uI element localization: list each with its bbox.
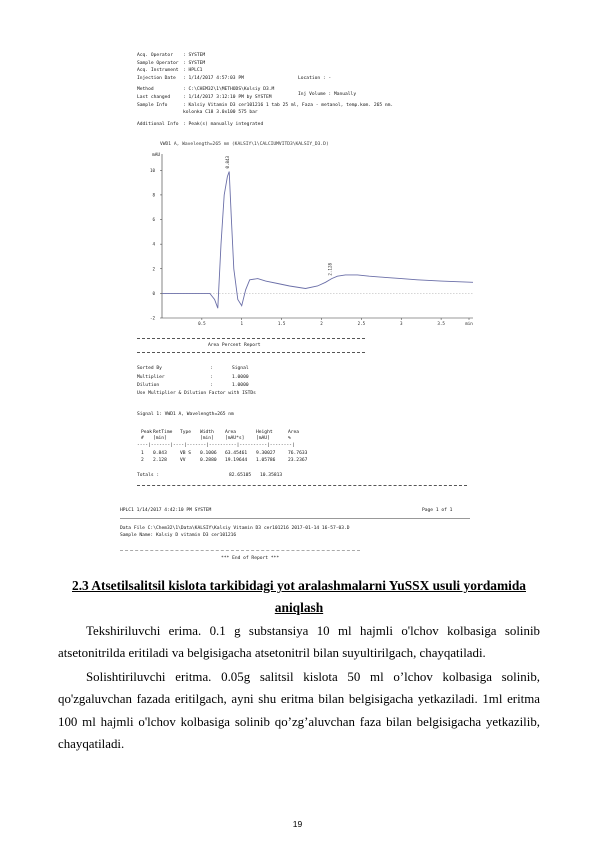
table-header-cell: RetTime xyxy=(153,430,173,435)
peak-label: 2.128 xyxy=(327,263,333,276)
injection-volume: Inj Volume : Manually xyxy=(298,92,357,97)
separator-line xyxy=(137,338,365,339)
table-cell: 0.843 xyxy=(153,451,167,456)
header-row xyxy=(137,103,477,110)
header-value: : HPLC1 xyxy=(183,68,203,74)
table-row xyxy=(137,451,357,458)
header-value: : Peak(s) manually integrated xyxy=(183,121,264,127)
y-tick-label: 8 xyxy=(152,192,155,198)
peak-table xyxy=(137,430,357,490)
section-heading-line2: aniqlash xyxy=(274,600,324,615)
y-axis-label: mAU xyxy=(152,153,161,158)
chromatogram-chart xyxy=(128,144,478,328)
table-cell: 63.45461 xyxy=(225,451,248,456)
x-tick-label: 3 xyxy=(399,321,403,326)
header-row xyxy=(137,61,477,68)
y-tick-label: 0 xyxy=(152,290,155,296)
table-cell: 23.2367 xyxy=(288,458,308,463)
header-label: Sample Info xyxy=(137,102,168,108)
x-tick-label: 2.5 xyxy=(357,321,366,326)
paragraph-test-solution: Tekshiriluvchi erima. 0.1 g substansiya 10 ml hajmli o'lchov kolbasiga solinib atsetonitrilda eritiladi va belgisigacha atsetonitril bilan suyultirilgach, chayqatiladi. xyxy=(58,624,540,661)
settings-value: 1.0000 xyxy=(232,383,249,388)
y-tick-label: 4 xyxy=(152,241,155,247)
settings-colon: : xyxy=(210,383,213,388)
signal-title: Signal 1: VWD1 A, Wavelength=265 nm xyxy=(137,412,234,417)
settings-colon: : xyxy=(210,374,213,380)
header-value: : 1/14/2017 3:12:10 PM by SYSTEM xyxy=(183,95,272,100)
table-unit-cell: [mAU] xyxy=(256,436,270,441)
totals-area: 82.65105 xyxy=(229,473,252,478)
table-cell: 1 xyxy=(141,451,144,456)
table-cell: 9.30027 xyxy=(256,451,276,456)
y-tick-label: 10 xyxy=(149,167,155,173)
settings-value: 1.0000 xyxy=(232,374,249,380)
chart-caption: VWD1 A, Wavelength=265 nm (KALSIY\1\CALCIUMVITD3\KALSIY_D3.D) xyxy=(160,142,329,147)
y-tick-label: 6 xyxy=(152,217,155,223)
table-unit-cell: # xyxy=(141,436,144,441)
header-row xyxy=(137,122,477,129)
table-separator: ----|-------|----|-------|----------|----------|--------| xyxy=(137,443,295,448)
totals-height: 10.35813 xyxy=(260,473,283,478)
header-row xyxy=(137,53,477,60)
table-unit-cell: [min] xyxy=(153,436,167,441)
header-label: Method xyxy=(137,87,154,93)
header-value: : C:\CHEM32\1\METHODS\Kolsiy D3.M xyxy=(183,87,275,93)
table-cell: 0.1006 xyxy=(200,451,217,456)
totals-label: Totals : xyxy=(137,473,160,478)
x-tick-label: 1 xyxy=(240,321,244,326)
table-unit-cell: [mAU*s] xyxy=(225,436,245,441)
x-tick-label: 2 xyxy=(320,321,323,326)
table-header-cell: Height xyxy=(256,430,273,435)
header-label: Additional Info xyxy=(137,121,179,127)
table-header-cell: Area xyxy=(288,430,300,435)
table-cell: 2 xyxy=(141,458,144,463)
paragraph-reference-solution: Solishtiriluvchi eritma. 0.05g salitsil kislota 50 ml o’lchov kolbasiga solinib, qo'zgaluvchan fazada eritilgach, ayni shu eritma bilan belgisigacha yetkaziladi. 1ml eritma 100 ml hajmli o'lchov kolbasiga solinib qo’zg’aluvchan faza bilan belgisigacha yetkazilib, chayqatiladi. xyxy=(58,670,540,752)
section-title: Area Percent Report xyxy=(208,343,261,348)
table-cell: 1.05786 xyxy=(256,458,276,463)
settings-value: Signal xyxy=(232,366,249,371)
header-label: Acq. Operator xyxy=(137,53,173,58)
footer-rule xyxy=(120,550,360,551)
table-header-cell: Width xyxy=(200,430,214,435)
header-value: : Kalsiy Vitamin D3 cer101216 1 tab 25 ml, Faza - metanol, temp.kom. 265 nm. xyxy=(183,102,394,108)
table-cell: 2.128 xyxy=(153,458,167,463)
section-heading xyxy=(58,575,540,619)
header-value: : 1/14/2017 4:57:03 PM xyxy=(183,75,244,81)
header-label: Acq. Instrument xyxy=(137,68,179,74)
x-tick-label: 0.5 xyxy=(198,321,206,326)
table-header-cell: Peak xyxy=(141,430,153,435)
location-label: Location : - xyxy=(298,76,332,81)
x-tick-label: 1.5 xyxy=(277,321,286,326)
report-footer-left: HPLC1 1/14/2017 4:42:10 PM SYSTEM xyxy=(120,508,212,513)
section-heading-line1: 2.3 Atsetilsalitsil kislota tarkibidagi yot aralashmalarni YuSSX usuli yordamida xyxy=(72,578,526,593)
separator-line xyxy=(137,352,365,353)
table-header-cell: Area xyxy=(225,430,237,435)
header-value: kolonka C18 3.0x100 575 bar xyxy=(183,110,258,116)
table-cell: VV xyxy=(180,458,186,463)
page-number: 19 xyxy=(292,819,303,829)
table-unit-cell: % xyxy=(288,436,291,441)
settings-label: Multiplier xyxy=(137,374,165,380)
peak-label: 0.843 xyxy=(225,155,231,169)
y-tick-label: -2 xyxy=(149,315,155,321)
table-unit-cell: [min] xyxy=(200,436,214,441)
header-label: Last changed xyxy=(137,95,171,100)
table-header-cell: Type xyxy=(180,430,192,435)
table-cell: 19.19644 xyxy=(225,458,248,463)
report-footer-right: Page 1 of 1 xyxy=(422,508,453,513)
table-cell: VB S xyxy=(180,451,192,456)
settings-note: Use Multiplier & Dilution Factor with ISTDs xyxy=(137,391,256,396)
settings-label: Dilution xyxy=(137,383,160,388)
x-tick-label: 3.5 xyxy=(437,321,445,326)
x-tick-label: min xyxy=(465,321,473,326)
header-value: : SYSTEM xyxy=(183,60,206,66)
end-of-report: *** End of Report *** xyxy=(221,556,280,561)
sample-name: Sample Name: Kalsiy D vitamin D3 cer101216 xyxy=(120,533,237,538)
separator-line xyxy=(137,485,467,486)
settings-label: Sorted By xyxy=(137,366,162,371)
header-label: Injection Date xyxy=(137,75,176,81)
table-cell: 76.7633 xyxy=(288,451,308,456)
data-file: Data File C:\Chem32\1\Data\KALSIY\Kalsiy Vitamin D3 cer101216 2017-01-14 16-57-03.D xyxy=(120,526,350,531)
settings-colon: : xyxy=(210,366,213,371)
y-tick-label: 2 xyxy=(152,266,155,272)
header-row xyxy=(137,110,477,117)
signal-trace xyxy=(162,172,473,309)
header-row xyxy=(137,68,477,75)
header-value: : SYSTEM xyxy=(183,53,206,58)
header-label: Sample Operator xyxy=(137,60,179,66)
footer-rule xyxy=(120,518,470,519)
table-row xyxy=(137,458,357,465)
table-cell: 0.2880 xyxy=(200,458,217,463)
